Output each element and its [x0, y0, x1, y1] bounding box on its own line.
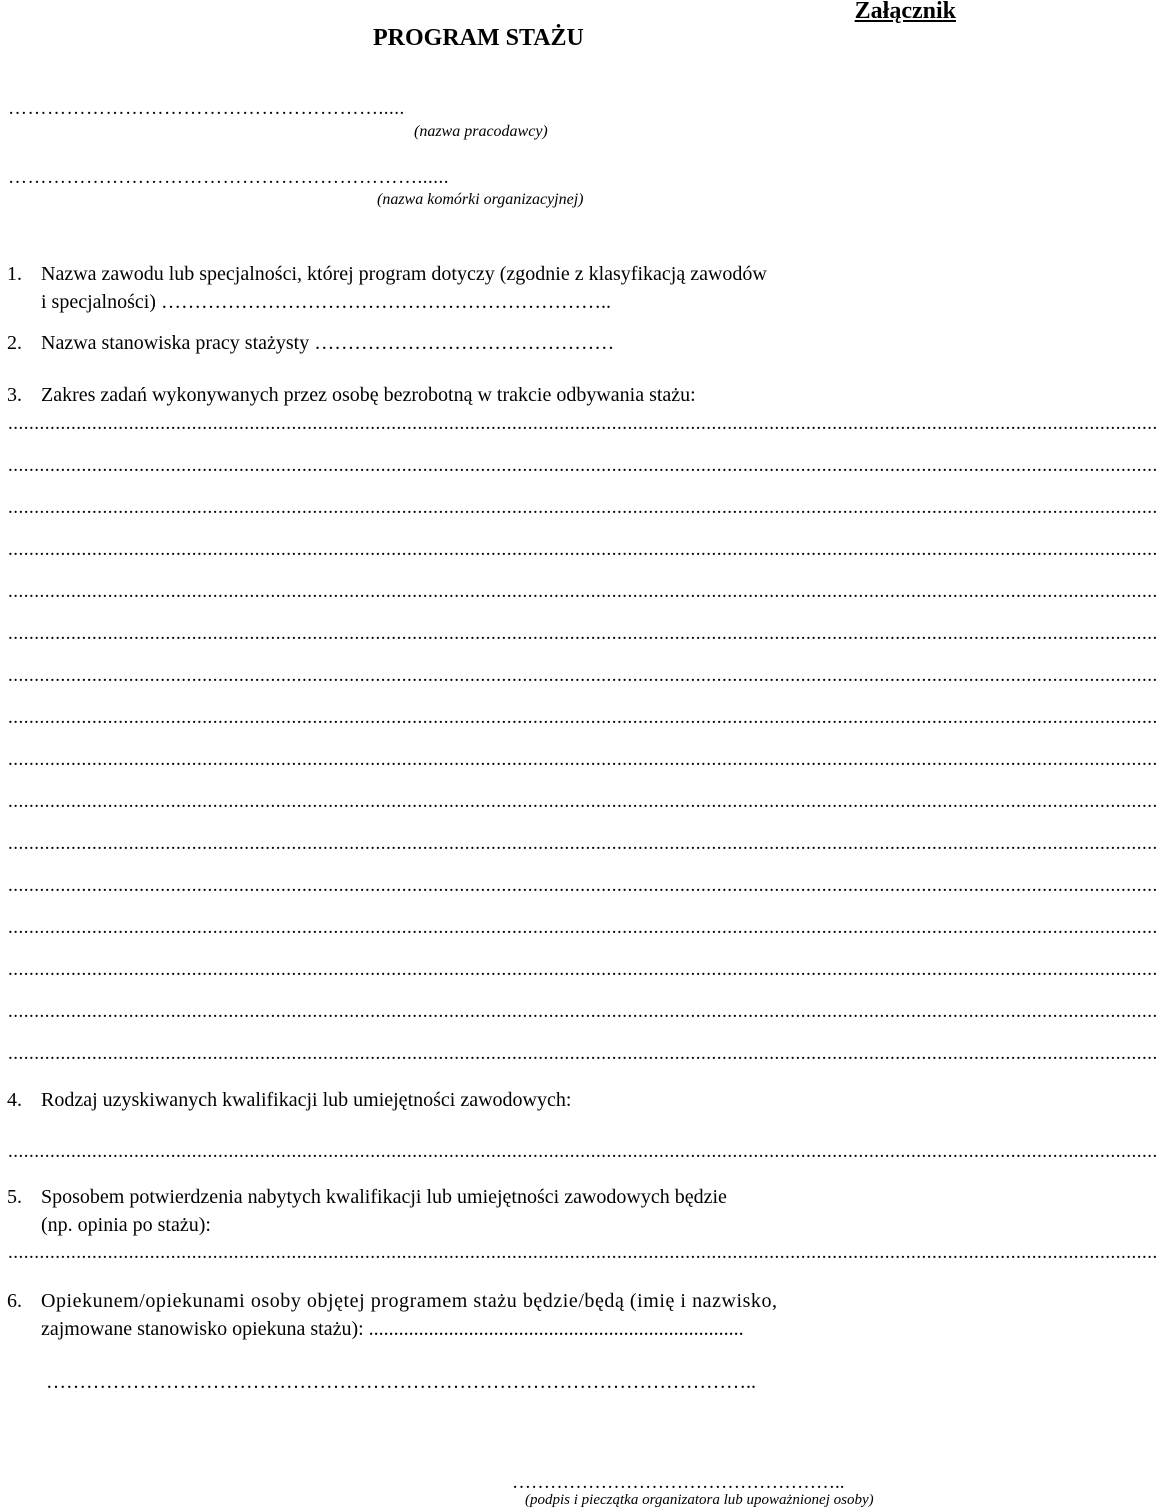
item-5-number: 5.	[7, 1186, 22, 1208]
task-dotted-line: ...........................................................................................................................................................................................................................	[8, 707, 1158, 728]
task-dotted-line: ...........................................................................................................................................................................................................................	[8, 1001, 1158, 1022]
item-4-number: 4.	[7, 1089, 22, 1111]
qualifications-dotted-line: ...........................................................................................................................................................................................................................	[8, 1141, 1158, 1162]
signature-caption: (podpis i pieczątka organizatora lub upoważnionej osoby)	[525, 1492, 874, 1508]
item-3-text: Zakres zadań wykonywanych przez osobę bezrobotną w trakcie odbywania stażu:	[41, 384, 696, 406]
page-title: PROGRAM STAŻU	[373, 25, 584, 51]
item-3-number: 3.	[7, 384, 22, 406]
item-4-text: Rodzaj uzyskiwanych kwalifikacji lub umiejętności zawodowych:	[41, 1089, 572, 1111]
item-5-text: Sposobem potwierdzenia nabytych kwalifikacji lub umiejętności zawodowych będzie	[41, 1186, 727, 1208]
attachment-label: Załącznik	[854, 0, 956, 24]
task-dotted-line: ...........................................................................................................................................................................................................................	[8, 791, 1158, 812]
item-2	[0, 329, 960, 359]
item-5-text-cont: (np. opinia po stażu):	[41, 1214, 211, 1236]
task-dotted-line: ...........................................................................................................................................................................................................................	[8, 455, 1158, 476]
item-1-text-cont: i specjalności) …………………………………………………………..	[41, 291, 611, 313]
item-6-text: Opiekunem/opiekunami osoby objętej programem stażu będzie/będą (imię i nazwisko,	[41, 1290, 778, 1312]
task-dotted-line: ...........................................................................................................................................................................................................................	[8, 959, 1158, 980]
item-3	[0, 381, 960, 411]
task-dotted-line: ...........................................................................................................................................................................................................................	[8, 875, 1158, 896]
item-1-number: 1.	[7, 263, 22, 285]
item-5	[0, 1183, 960, 1243]
employer-dotted-line: ………………………………………………….....	[8, 98, 405, 119]
item-1-text: Nazwa zawodu lub specjalności, której program dotyczy (zgodnie z klasyfikacją zawodów	[41, 263, 767, 285]
supervisor-dotted-line: ……………………………………………………………………………………………..	[46, 1371, 756, 1393]
confirmation-dotted-line: ...........................................................................................................................................................................................................................	[8, 1242, 1158, 1263]
task-dotted-line: ...........................................................................................................................................................................................................................	[8, 665, 1158, 686]
task-dotted-line: ...........................................................................................................................................................................................................................	[8, 581, 1158, 602]
task-dotted-line: ...........................................................................................................................................................................................................................	[8, 497, 1158, 518]
signature-dotted-line: ……………………………………………..	[512, 1472, 845, 1493]
item-2-text: Nazwa stanowiska pracy stażysty ………………………………………	[41, 332, 615, 354]
employer-caption: (nazwa pracodawcy)	[414, 123, 548, 140]
task-dotted-line: ...........................................................................................................................................................................................................................	[8, 413, 1158, 434]
task-dotted-line: ...........................................................................................................................................................................................................................	[8, 833, 1158, 854]
item-4	[0, 1086, 960, 1116]
item-6-text-cont: zajmowane stanowisko opiekuna stażu): ...........................................................................	[41, 1318, 744, 1340]
item-1	[0, 260, 960, 320]
task-dotted-line: ...........................................................................................................................................................................................................................	[8, 539, 1158, 560]
item-6-number: 6.	[7, 1290, 22, 1312]
task-dotted-line: ...........................................................................................................................................................................................................................	[8, 623, 1158, 644]
unit-dotted-line: ………………………………………………………......	[8, 167, 449, 188]
item-6	[0, 1287, 960, 1347]
item-2-number: 2.	[7, 332, 22, 354]
task-dotted-line: ...........................................................................................................................................................................................................................	[8, 749, 1158, 770]
unit-caption: (nazwa komórki organizacyjnej)	[377, 191, 584, 208]
task-dotted-line: ...........................................................................................................................................................................................................................	[8, 917, 1158, 938]
task-dotted-line: ...........................................................................................................................................................................................................................	[8, 1043, 1158, 1064]
